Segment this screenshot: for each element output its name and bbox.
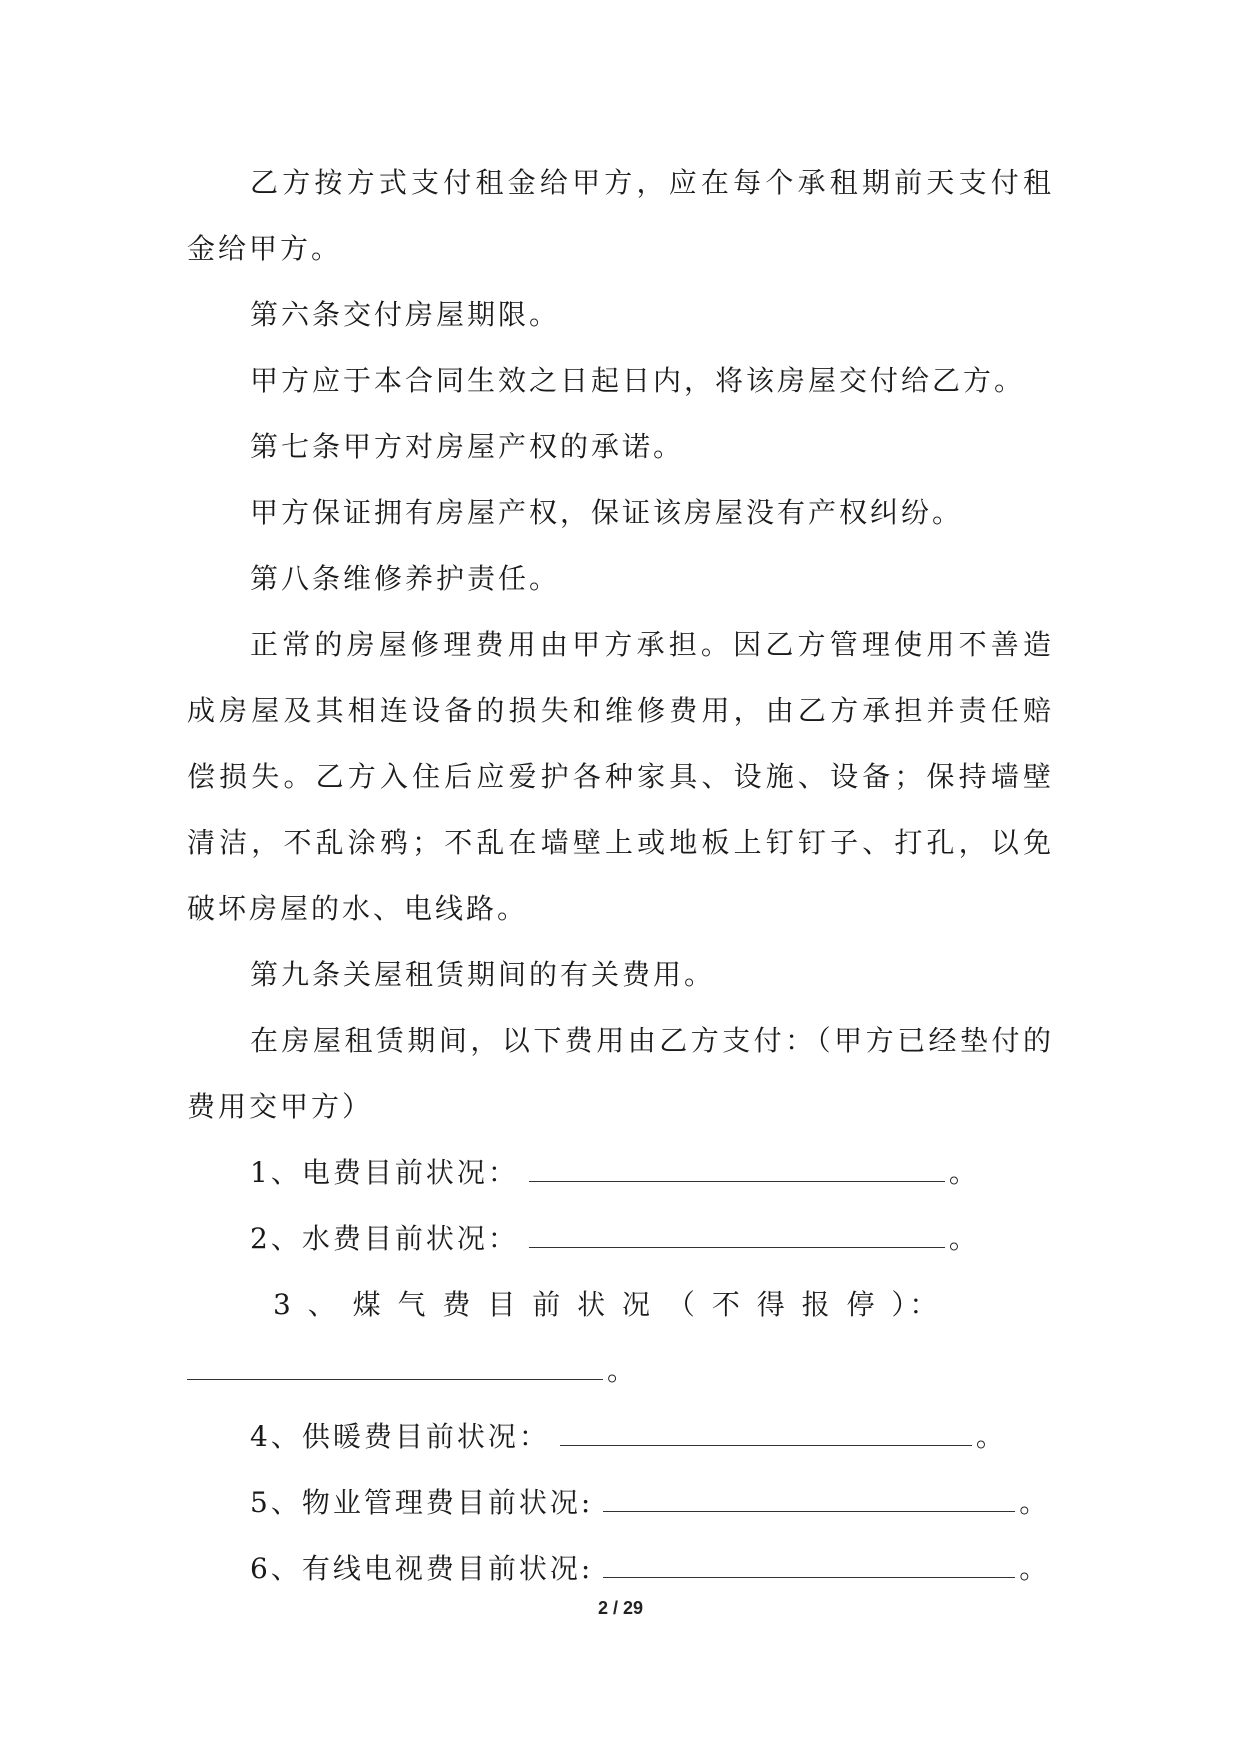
end-mark: 。 (607, 1354, 639, 1387)
fee-item-property-management (187, 1470, 1054, 1536)
fee-item-water (187, 1206, 1054, 1272)
fill-in-blank (529, 1246, 945, 1248)
paragraph-rent-payment: 乙方按方式支付租金给甲方，应在每个承租期前天支付租金给甲方。 (187, 166, 1054, 265)
heading-article-8: 第八条维修养护责任。 (250, 562, 561, 595)
fee-label: 5、物业管理费目前状况: (250, 1486, 594, 1519)
fee-item-gas-blank-line (187, 1338, 1054, 1404)
fee-label: 1、电费目前状况： (250, 1156, 519, 1189)
fee-label: 4、供暖费目前状况： (250, 1420, 550, 1453)
fill-in-blank (187, 1378, 603, 1380)
fee-item-gas (187, 1272, 1054, 1338)
fill-in-blank (529, 1180, 945, 1182)
heading-article-6: 第六条交付房屋期限。 (250, 298, 561, 331)
paragraph-fees-intro: 在房屋租赁期间，以下费用由乙方支付：（甲方已经垫付的费用交甲方） (187, 1024, 1054, 1123)
end-mark: 。 (948, 1156, 980, 1189)
fee-item-cable-tv (187, 1536, 1054, 1602)
heading-article-7: 第七条甲方对房屋产权的承诺。 (250, 430, 685, 463)
end-mark: 。 (1019, 1552, 1051, 1585)
fill-in-blank (603, 1510, 1015, 1512)
end-mark: 。 (948, 1222, 980, 1255)
fee-label: 2、水费目前状况： (250, 1222, 519, 1255)
paragraph-property-rights: 甲方保证拥有房屋产权，保证该房屋没有产权纠纷。 (250, 496, 964, 529)
page-number: 2 / 29 (597, 1598, 644, 1618)
paragraph-delivery: 甲方应于本合同生效之日起日内，将该房屋交付给乙方。 (250, 364, 1026, 397)
end-mark: 。 (1019, 1486, 1051, 1519)
fill-in-blank (603, 1576, 1015, 1578)
end-mark: 。 (975, 1420, 1007, 1453)
fill-in-blank (560, 1444, 972, 1446)
fee-item-heating (187, 1404, 1054, 1470)
document-body (187, 150, 1054, 1602)
fee-item-electricity (187, 1140, 1054, 1206)
heading-article-9: 第九条关屋租赁期间的有关费用。 (250, 958, 716, 991)
fee-label: 6、有线电视费目前状况: (250, 1552, 594, 1585)
fee-label: 3 、 煤 气 费 目 前 状 况 （ 不 得 报 停 ）： (273, 1288, 942, 1321)
paragraph-maintenance: 正常的房屋修理费用由甲方承担。因乙方管理使用不善造成房屋及其相连设备的损失和维修费用，由乙方承担并责任赔偿损失。乙方入住后应爱护各种家具、设施、设备；保持墙壁清洁，不乱涂鸦；不乱在墙壁上或地板上钉钉子、打孔，以免破坏房屋的水、电线路。 (187, 628, 1054, 925)
